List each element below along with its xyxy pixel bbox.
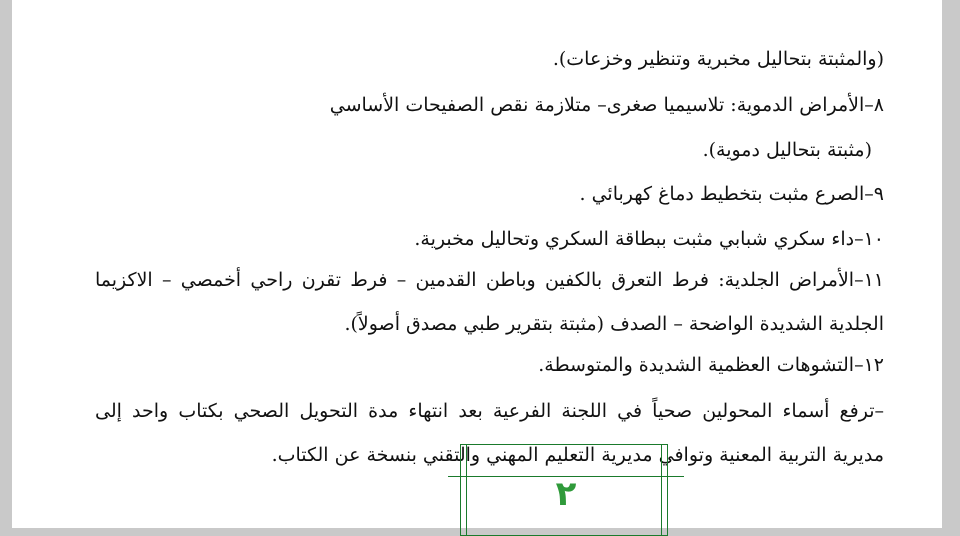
text-line-5: ١٠–داء سكري شبابي مثبت ببطاقة السكري وتحاليل مخبرية. bbox=[414, 228, 884, 250]
text-line-9: –ترفع أسماء المحولين صحياً في اللجنة الفرعية بعد انتهاء مدة التحويل الصحي بكتاب واحد إلى bbox=[95, 400, 884, 422]
text-line-2: ٨–الأمراض الدموية: تلاسيميا صغرى– متلازمة نقص الصفيحات الأساسي bbox=[329, 94, 884, 116]
text-line-1: (والمثبتة بتحاليل مخبرية وتنظير وخزعات). bbox=[552, 48, 884, 70]
text-line-3: (مثبتة بتحاليل دموية). bbox=[702, 139, 872, 161]
page-number: ٢ bbox=[555, 474, 577, 514]
text-line-8: ١٢–التشوهات العظمية الشديدة والمتوسطة. bbox=[538, 354, 884, 376]
text-line-4: ٩–الصرع مثبت بتخطيط دماغ كهربائي . bbox=[579, 183, 884, 205]
text-line-10: مديرية التربية المعنية وتوافي مديرية التعليم المهني والتقني بنسخة عن الكتاب. bbox=[271, 444, 884, 466]
text-line-7: الجلدية الشديدة الواضحة – الصدف (مثبتة بتقرير طبي مصدق أصولاً). bbox=[344, 313, 884, 335]
text-line-6: ١١–الأمراض الجلدية: فرط التعرق بالكفين وباطن القدمين – فرط تقرن راحي أخمصي – الاكزيما bbox=[95, 269, 884, 291]
page-number-frame bbox=[460, 462, 672, 534]
